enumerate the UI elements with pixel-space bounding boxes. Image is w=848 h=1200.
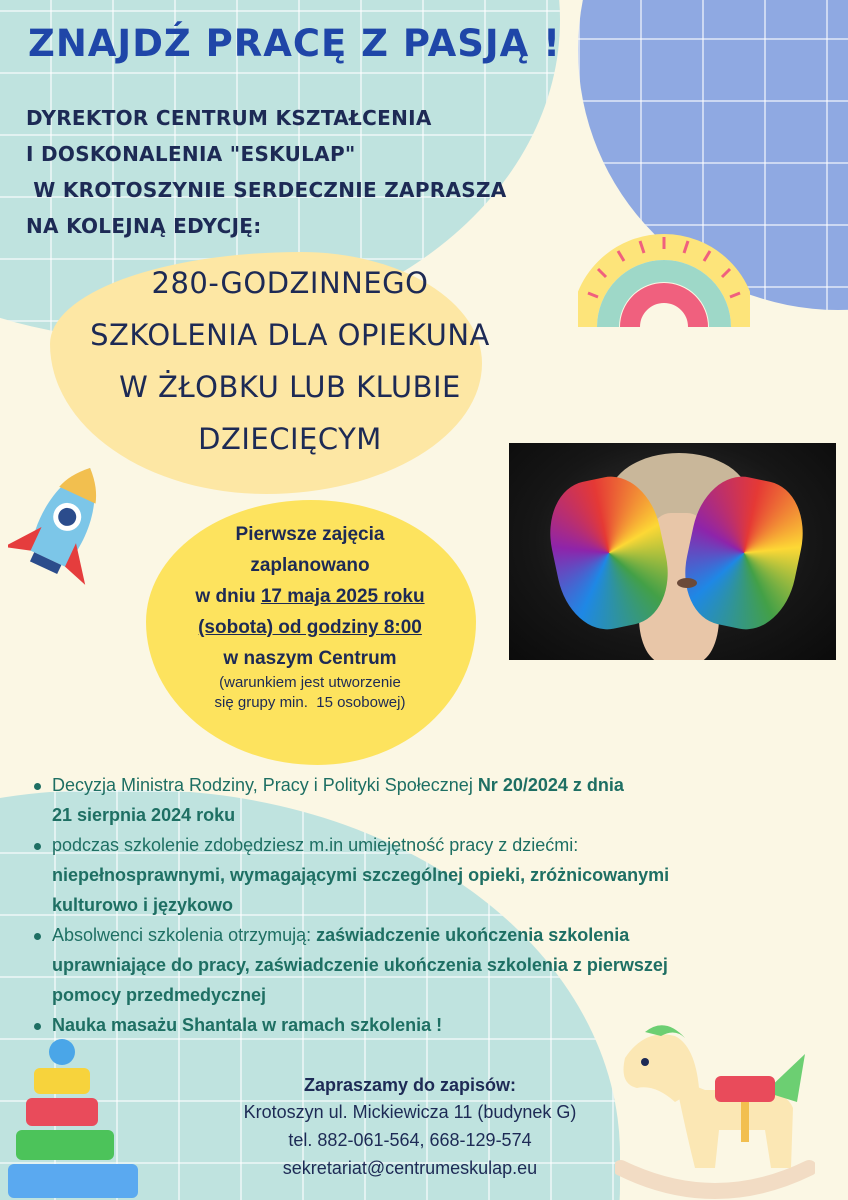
contact-title: Zapraszamy do zapisów: — [303, 1075, 517, 1095]
contact-phone: tel. 882-061-564, 668-129-574 — [288, 1130, 532, 1150]
child-painted-hands-photo — [509, 443, 836, 660]
intro-line-4: NA KOLEJNĄ EDYCJĘ: — [26, 214, 262, 238]
rocking-horse-icon — [615, 1018, 815, 1200]
headline: ZNAJDŹ PRACĘ Z PASJĄ ! — [28, 22, 562, 65]
contact-address: Krotoszyn ul. Mickiewicza 11 (budynek G) — [243, 1102, 577, 1122]
ring-stacker-toy-icon — [8, 1038, 138, 1200]
first-class-date: 17 maja 2025 roku — [260, 586, 425, 607]
first-class-note-1: (warunkiem jest utworzenie — [219, 674, 401, 691]
first-class-day: (sobota) — [198, 617, 274, 638]
course-title-line-3: W ŻŁOBKU LUB KLUBIE — [119, 370, 461, 404]
first-class-line-3 — [120, 586, 500, 608]
intro-line-2: I DOSKONALENIA "ESKULAP" — [26, 142, 356, 166]
first-class-time: od godziny 8:00 — [273, 617, 422, 638]
info-list — [34, 770, 794, 1040]
intro-line-3: W KROTOSZYNIE SERDECZNIE ZAPRASZA — [26, 178, 507, 202]
first-class-line-5: w naszym Centrum — [223, 648, 397, 669]
first-class-date-prefix: w dniu — [195, 586, 261, 607]
contact-block — [150, 1072, 670, 1182]
first-class-line-1: Pierwsze zajęcia — [235, 524, 385, 545]
list-item: Absolwenci szkolenia otrzymują: zaświadczenie ukończenia szkolenia uprawniające do pracy, zaświadczenie ukończenia szkolenia z pierwszej pomocy przedmedycznej — [34, 920, 794, 1010]
intro-line-1: DYREKTOR CENTRUM KSZTAŁCENIA — [26, 106, 432, 130]
list-item: podczas szkolenie zdobędziesz m.in umiejętność pracy z dziećmi: niepełnosprawnymi, wymagającymi szczególnej opieki, zróżnicowanymi kulturowo i językowo — [34, 830, 794, 920]
rainbow-icon — [578, 223, 750, 333]
list-item: Nauka masażu Shantala w ramach szkolenia ! — [34, 1010, 794, 1040]
course-title-line-2: SZKOLENIA DLA OPIEKUNA — [90, 318, 490, 352]
course-title-line-1: 280-GODZINNEGO — [151, 266, 429, 300]
course-title-line-4: DZIECIĘCYM — [198, 422, 382, 456]
first-class-line-4 — [120, 617, 500, 639]
contact-email: sekretariat@centrumeskulap.eu — [282, 1158, 538, 1178]
first-class-note-2: się grupy min. 15 osobowej) — [214, 694, 406, 711]
list-item: Decyzja Ministra Rodziny, Pracy i Polityki Społecznej Nr 20/2024 z dnia 21 sierpnia 2024 roku — [34, 770, 794, 830]
rocket-icon — [8, 458, 118, 593]
first-class-line-2: zaplanowano — [250, 555, 370, 576]
